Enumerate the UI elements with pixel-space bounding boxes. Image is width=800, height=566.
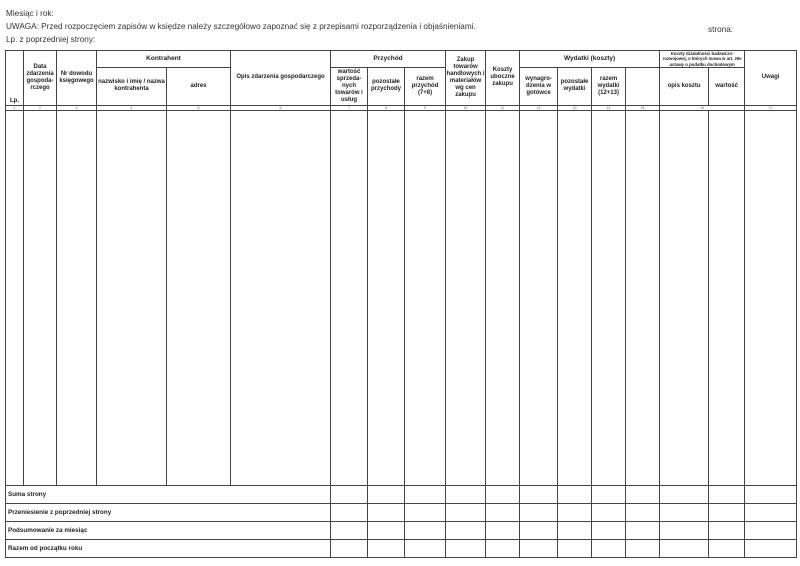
summary-cell[interactable]: [520, 521, 558, 539]
summary-row-label: Razem od początku roku: [6, 539, 331, 557]
header-document-number: Nr dowodu księgowego: [57, 51, 97, 106]
summary-cell[interactable]: [368, 539, 405, 557]
summary-cell[interactable]: [331, 485, 368, 503]
column-number: 15: [626, 105, 660, 110]
entry-cell[interactable]: [558, 110, 592, 485]
header-total-expenses: razem wydatki (12+13): [592, 67, 626, 105]
summary-cell[interactable]: [558, 521, 592, 539]
summary-cell[interactable]: [331, 503, 368, 521]
column-number: 8: [368, 105, 405, 110]
column-number: 4: [97, 105, 167, 110]
summary-cell[interactable]: [626, 485, 660, 503]
summary-cell[interactable]: [745, 521, 797, 539]
summary-cell[interactable]: [486, 503, 520, 521]
column-number: 16: [660, 105, 745, 110]
summary-cell[interactable]: [520, 485, 558, 503]
column-number: 11: [486, 105, 520, 110]
entry-cell[interactable]: [331, 110, 368, 485]
entry-cell[interactable]: [709, 110, 745, 485]
header-sales-value: wartość sprzeda-nych towarów i usług: [331, 67, 368, 105]
header-remarks: Uwagi: [745, 51, 797, 106]
summary-cell[interactable]: [520, 539, 558, 557]
header-group-expenses: Wydatki (koszty): [520, 51, 660, 68]
summary-cell[interactable]: [446, 503, 486, 521]
summary-cell[interactable]: [660, 485, 709, 503]
summary-cell[interactable]: [745, 539, 797, 557]
summary-cell[interactable]: [709, 485, 745, 503]
header-contractor-address: adres: [167, 67, 231, 105]
summary-row: [6, 503, 797, 521]
entry-cell[interactable]: [446, 110, 486, 485]
summary-rows: [6, 485, 797, 557]
summary-cell[interactable]: [626, 503, 660, 521]
header-total-revenue: razem przychód (7+8): [405, 67, 446, 105]
entry-cell[interactable]: [405, 110, 446, 485]
column-number: 2: [24, 105, 57, 110]
column-number: 3: [57, 105, 97, 110]
column-number: 10: [446, 105, 486, 110]
summary-cell[interactable]: [592, 521, 626, 539]
summary-cell[interactable]: [368, 503, 405, 521]
header-purchase-side-costs: Koszty uboczne zakupu: [486, 51, 520, 106]
summary-cell[interactable]: [709, 503, 745, 521]
entry-cell[interactable]: [97, 110, 167, 485]
entry-area-row: [6, 110, 797, 485]
header-column-15: [626, 67, 660, 105]
summary-cell[interactable]: [368, 485, 405, 503]
entry-cell[interactable]: [231, 110, 331, 485]
column-number: 5: [167, 105, 231, 110]
summary-row: [6, 485, 797, 503]
summary-cell[interactable]: [368, 521, 405, 539]
entry-cell[interactable]: [368, 110, 405, 485]
entry-cell[interactable]: [6, 110, 24, 485]
header-other-revenue: pozostałe przychody: [368, 67, 405, 105]
summary-cell[interactable]: [660, 521, 709, 539]
header-group-revenue: Przychód: [331, 51, 446, 68]
summary-cell[interactable]: [626, 521, 660, 539]
header-event-date: Data zdarzenia gospoda-rczego: [24, 51, 57, 106]
header-goods-purchase: Zakup towarów handlowych i materiałów wg cen zakupu: [446, 51, 486, 106]
summary-row-label: Podsumowanie za miesiąc: [6, 521, 331, 539]
ledger-table: [5, 50, 797, 558]
summary-cell[interactable]: [626, 539, 660, 557]
summary-cell[interactable]: [446, 539, 486, 557]
entry-cell[interactable]: [520, 110, 558, 485]
summary-cell[interactable]: [446, 485, 486, 503]
entry-cell[interactable]: [24, 110, 57, 485]
summary-cell[interactable]: [520, 503, 558, 521]
summary-cell[interactable]: [405, 503, 446, 521]
summary-cell[interactable]: [405, 485, 446, 503]
entry-cell[interactable]: [660, 110, 709, 485]
column-number: 9: [405, 105, 446, 110]
entry-cell[interactable]: [592, 110, 626, 485]
previous-page-lp-label: Lp. z poprzedniej strony:: [6, 35, 96, 44]
month-year-label: Miesiąc i rok:: [6, 9, 54, 18]
summary-row: [6, 521, 797, 539]
header-group-rnd-costs: Koszty działalności badawczo-rozwojowej, o których mowa w art. 26e ustawy o podatku dochodowym: [660, 51, 745, 68]
summary-row-label: Suma strony: [6, 485, 331, 503]
summary-cell[interactable]: [405, 539, 446, 557]
summary-cell[interactable]: [745, 503, 797, 521]
header-cash-wages: wynagro-dzenia w gotówce: [520, 67, 558, 105]
summary-cell[interactable]: [558, 485, 592, 503]
summary-cell[interactable]: [558, 503, 592, 521]
summary-cell[interactable]: [405, 521, 446, 539]
entry-cell[interactable]: [167, 110, 231, 485]
summary-cell[interactable]: [486, 539, 520, 557]
header-group-contractor: Kontrahent: [97, 51, 231, 68]
summary-cell[interactable]: [660, 539, 709, 557]
entry-cell[interactable]: [486, 110, 520, 485]
column-number: 7: [331, 105, 368, 110]
header-rnd-cost-description: opis kosztu: [660, 67, 709, 105]
header-other-expenses: pozostałe wydatki: [558, 67, 592, 105]
summary-cell[interactable]: [709, 539, 745, 557]
summary-cell[interactable]: [446, 521, 486, 539]
column-number: 17: [745, 105, 797, 110]
header-contractor-name: nazwisko i imię / nazwa kontrahenta: [97, 67, 167, 105]
summary-cell[interactable]: [592, 503, 626, 521]
entry-cell[interactable]: [57, 110, 97, 485]
summary-cell[interactable]: [558, 539, 592, 557]
column-number: 13: [558, 105, 592, 110]
entry-cell[interactable]: [745, 110, 797, 485]
summary-cell[interactable]: [660, 503, 709, 521]
summary-row: [6, 539, 797, 557]
header-event-description: Opis zdarzenia gospodarczego: [231, 51, 331, 106]
notice-text: UWAGA: Przed rozpoczęciem zapisów w księdze należy szczegółowo zapoznać się z przepisami rozporządzenia i objaśnieniami.: [6, 22, 476, 31]
summary-cell[interactable]: [331, 521, 368, 539]
column-number: 1: [6, 105, 24, 110]
column-number: 6: [231, 105, 331, 110]
summary-cell[interactable]: [709, 521, 745, 539]
summary-cell[interactable]: [486, 521, 520, 539]
column-number: 14: [592, 105, 626, 110]
summary-cell[interactable]: [486, 485, 520, 503]
summary-cell[interactable]: [592, 539, 626, 557]
entry-cell[interactable]: [626, 110, 660, 485]
column-number: 12: [520, 105, 558, 110]
page-number-label: strona:: [708, 25, 734, 34]
summary-row-label: Przeniesienie z poprzedniej strony: [6, 503, 331, 521]
header-rnd-cost-value: wartość: [709, 67, 745, 105]
summary-cell[interactable]: [592, 485, 626, 503]
summary-cell[interactable]: [745, 485, 797, 503]
header-lp: Lp.: [6, 51, 24, 106]
summary-cell[interactable]: [331, 539, 368, 557]
